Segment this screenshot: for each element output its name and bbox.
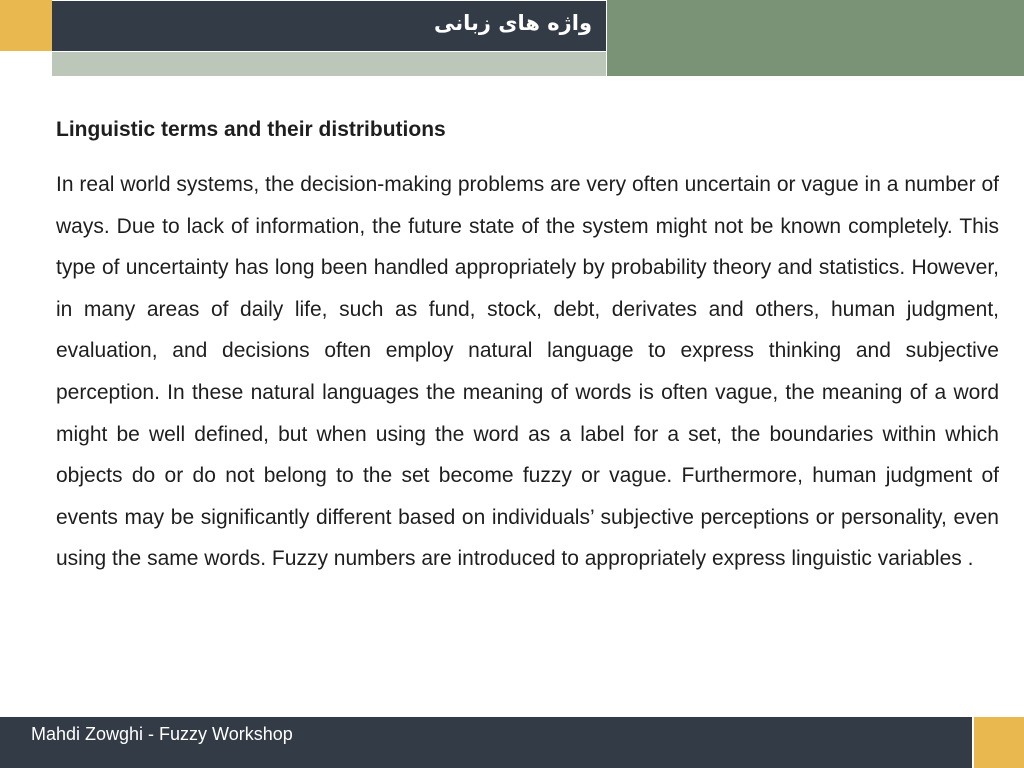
header-title-bar (52, 1, 606, 51)
content-paragraph: In real world systems, the decision-making problems are very often uncertain or vague in a number of ways. Due to lack of information, the future state of the system might not be known completely. This type of uncertainty has long been handled appropriately by probability theory and statistics. However, in many areas of daily life, such as fund, stock, debt, derivates and others, human judgment, evaluation, and decisions often employ natural language to express thinking and subjective perception. In these natural languages the meaning of words is often vague, the meaning of a word might be well defined, but when using the word as a label for a set, the boundaries within which objects do or do not belong to the set become fuzzy or vague. Furthermore, human judgment of events may be significantly different based on individuals’ subjective perceptions or personality, even using the same words. Fuzzy numbers are introduced to appropriately express linguistic variables . (56, 173, 999, 571)
slide-content (56, 116, 999, 580)
header-light-strip (52, 52, 606, 76)
content-heading: Linguistic terms and their distributions (56, 118, 446, 141)
slide-title: واژه های زبانی (433, 11, 592, 35)
header-green-block (607, 0, 1024, 76)
footer-gold-block (974, 717, 1024, 768)
header-gold-block (0, 0, 52, 51)
footer-text: Mahdi Zowghi - Fuzzy Workshop (31, 724, 293, 744)
footer-bar (0, 717, 972, 768)
